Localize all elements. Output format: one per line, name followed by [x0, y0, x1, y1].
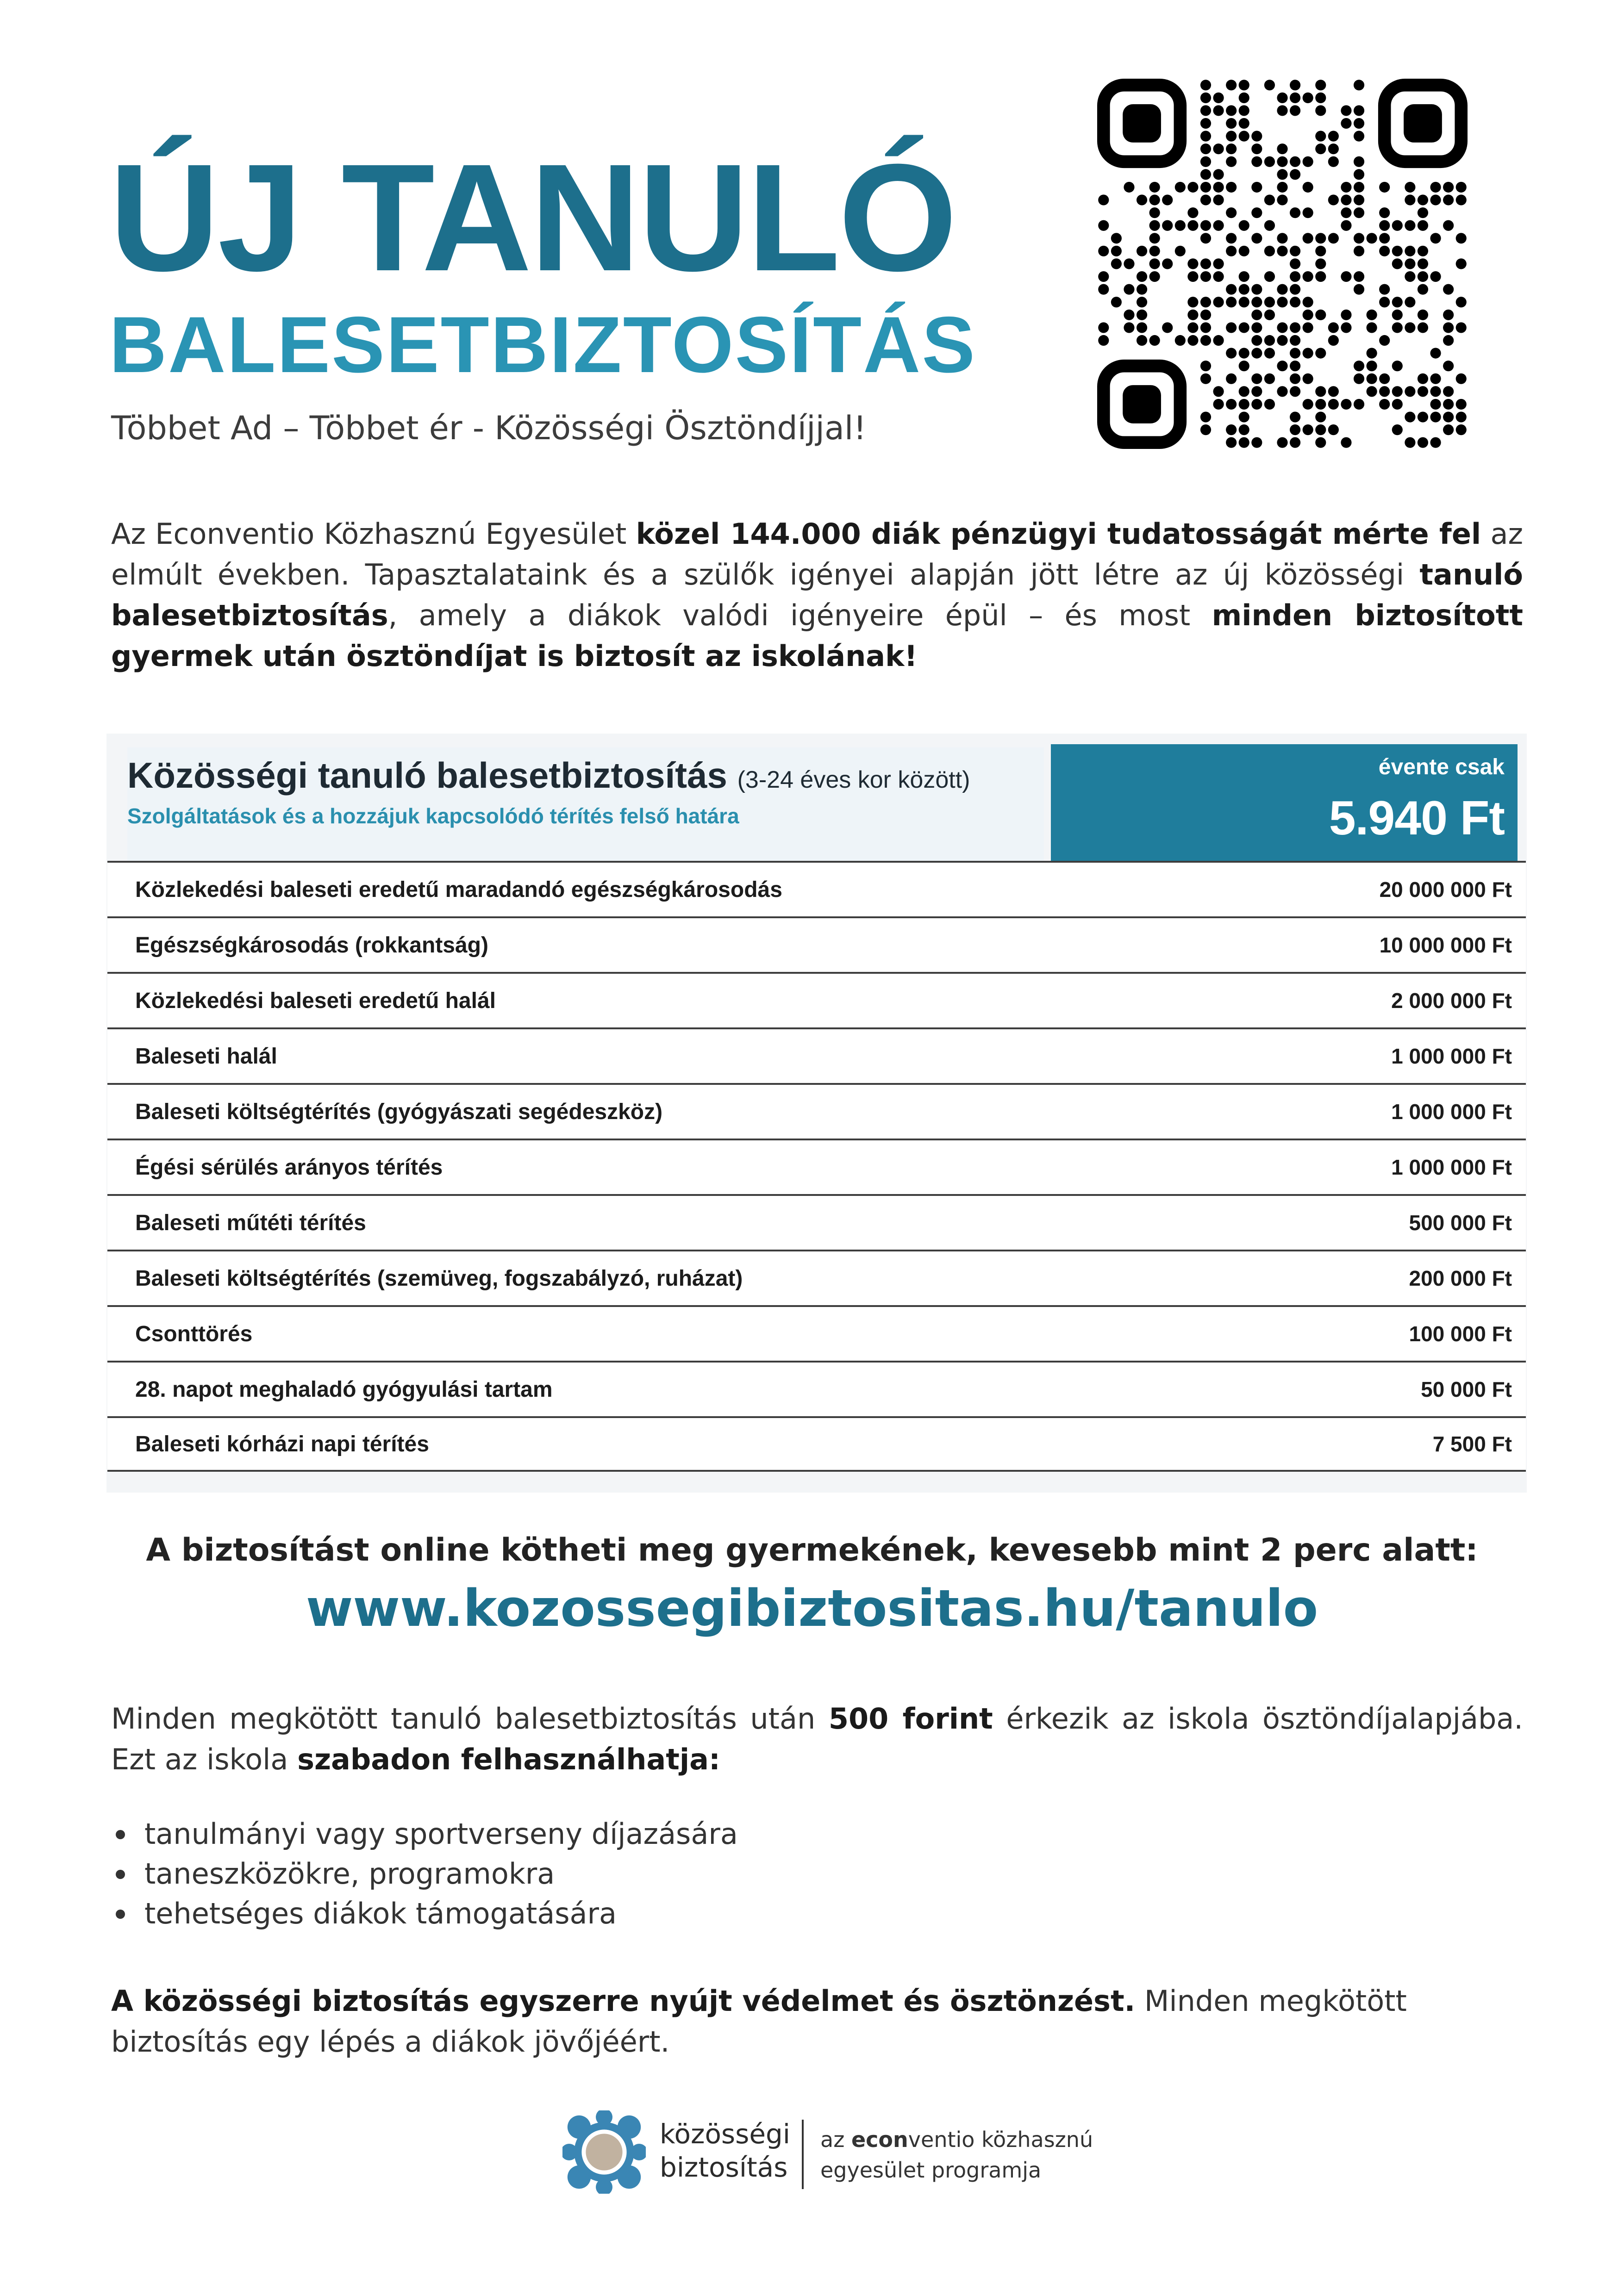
insurance-table-title: Közösségi tanuló balesetbiztosítás (3-24 éves kor között)	[127, 755, 970, 796]
tagline: Többet Ad – Többet ér - Közösségi Ösztöndíjjal!	[111, 409, 867, 447]
footer-divider	[802, 2120, 804, 2189]
price-label: évente csak	[1378, 755, 1505, 779]
kozossegi-biztositas-logo-icon	[562, 2110, 646, 2194]
list-item: tehetséges diákok támogatására	[111, 1894, 1407, 1934]
table-row: Égési sérülés arányos térítés 1 000 000 Ft	[107, 1139, 1526, 1194]
page-subtitle: BALESETBIZTOSÍTÁS	[109, 300, 977, 389]
list-item: tanulmányi vagy sportverseny díjazására	[111, 1814, 1407, 1854]
table-row: Baleseti műtéti térítés 500 000 Ft	[107, 1194, 1526, 1250]
qr-finder-top-left	[1104, 85, 1181, 162]
table-row: Közlekedési baleseti eredetű maradandó egészségkárosodás 20 000 000 Ft	[107, 861, 1526, 916]
table-row: 28. napot meghaladó gyógyulási tartam 50 000 Ft	[107, 1361, 1526, 1416]
table-row: Baleseti költségtérítés (szemüveg, fogszabályzó, ruházat) 200 000 Ft	[107, 1250, 1526, 1305]
age-range: (3-24 éves kor között)	[737, 766, 970, 793]
table-row: Baleseti költségtérítés (gyógyászati segédeszköz) 1 000 000 Ft	[107, 1083, 1526, 1139]
qr-finder-bottom-left	[1104, 366, 1181, 443]
page-title: ÚJ TANULÓ	[109, 132, 956, 303]
table-row: Baleseti kórházi napi térítés 7 500 Ft	[107, 1416, 1526, 1472]
brand-name: közösségi biztosítás	[660, 2118, 790, 2183]
table-row: Egészségkárosodás (rokkantság) 10 000 000 Ft	[107, 916, 1526, 972]
insurance-table-subtitle: Szolgáltatások és a hozzájuk kapcsolódó térítés felső határa	[127, 804, 739, 828]
price-box	[1051, 744, 1518, 861]
qr-code[interactable]	[1097, 79, 1468, 449]
signup-link[interactable]: www.kozossegibiztositas.hu/tanulo	[306, 1579, 1318, 1638]
intro-paragraph: Az Econventio Közhasznú Egyesület közel 144.000 diák pénzügyi tudatosságát mérte fel az elmúlt években. Tapasztalataink és a szülők igényei alapján jött létre az új közösségi tanuló balesetbiztosítás, amely a diákok valódi igényeire épül – és most minden biztosított gyermek után ösztöndíjat is biztosít az iskolának!	[111, 517, 1524, 673]
closing-paragraph: A közösségi biztosítás egyszerre nyújt védelmet és ösztönzést. Minden megkötött biztosítás egy lépés a diákok jövőjéért.	[111, 1984, 1407, 2059]
price-value: 5.940 Ft	[1329, 791, 1505, 845]
coverage-list	[107, 861, 1526, 1472]
scholarship-uses-list	[111, 1814, 1407, 1934]
program-note: az econventio közhasznú egyesület programja	[820, 2127, 1093, 2183]
qr-finder-top-right	[1385, 85, 1462, 162]
scholarship-paragraph: Minden megkötött tanuló balesetbiztosítás után 500 forint érkezik az iskola ösztöndíjalapjába. Ezt az iskola szabadon felhasználhatja:	[111, 1702, 1524, 1776]
cta-text: A biztosítást online kötheti meg gyermekének, kevesebb mint 2 perc alatt:	[146, 1532, 1478, 1568]
table-row: Csonttörés 100 000 Ft	[107, 1305, 1526, 1361]
table-row: Közlekedési baleseti eredetű halál 2 000 000 Ft	[107, 972, 1526, 1027]
list-item: taneszközökre, programokra	[111, 1854, 1407, 1894]
table-row: Baleseti halál 1 000 000 Ft	[107, 1027, 1526, 1083]
